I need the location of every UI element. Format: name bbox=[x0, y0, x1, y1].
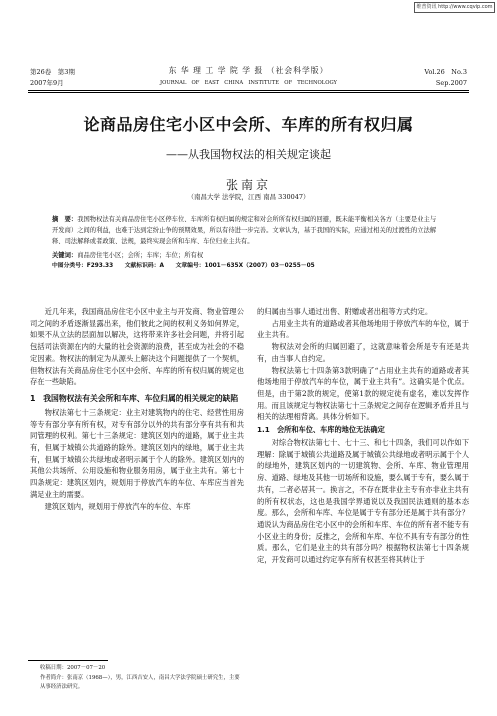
keywords-text: 商品房住宅小区；会所；车库；车位；所有权 bbox=[77, 251, 204, 259]
abstract-label: 摘 要： bbox=[52, 216, 78, 223]
section-1-heading bbox=[30, 392, 244, 405]
header-rule-thin bbox=[28, 92, 469, 93]
section-1-title: 我国物权法有关会所和车库、车位归属的相关规定的缺陷 bbox=[43, 393, 239, 403]
right-paragraph-4: 物权法第七十四条第3款明确了“占用业主共有的道路或者其他场地用于停放汽车的车位，属于业主共有”。这确实是个优点。但是，由于第2款的规定，使第1款的规定徒有虚名，难以发挥作用。而且该规定与物权法第七十三条规定之间存在逻辑矛盾并且与相关的法理相背离。具体分析如下。 bbox=[257, 365, 469, 422]
author-bio: 作者简介：张南京（1968—），男，江西吉安人，南昌大学法学院硕士研究生，主要从事经济法研究。 bbox=[40, 674, 240, 691]
volume-label-right: Vol.26 No.3 bbox=[424, 68, 467, 76]
received-date: 收稿日期：2007－07－20 bbox=[40, 665, 106, 671]
abstract-paragraph bbox=[52, 214, 442, 248]
abstract-text: 我国物权法有关商品房住宅小区停车位、车库所有权归属的规定和对会所所有权归属的回避，既未能平衡相关各方（主要是业主与开发商）之间的利益，也难于达到定纷止争的预期效果，所以有待进一步完善。文章认为，基于我国的实际，应通过相关的过渡性的立法解释、司法解释或者政策、法规，最终实现会所和车库、车位归业主共有。 bbox=[52, 216, 437, 246]
right-paragraph-5: 对综合物权法第七十、七十三、和七十四条，我们可以作如下理解：除属于城镇公共道路及属于城镇公共绿地或者明示属于个人的绿地外，建筑区划内的一切建筑物、会所、车库、物业管理用房、道路、绿地及其他一切场所和设施，要么属于专有，要么属于共有，二者必居其一。换言之，不存在既非业主专有亦非业主共有的所有权状态，这也是我国学界通说以及我国民法通则的基本态度。那么，会所和车库、车位是属于专有部分还是属于共有部分？通说认为商品房住宅小区中的会所和车库、车位的所有者不能专有小区业主的身份；反推之，会所和车库、车位不具有专有部分的性质。那么，它们是业主的共有部分吗？根据物权法第七十四条规定，开发商可以通过约定享有所有权甚至将其转让于 bbox=[257, 438, 469, 565]
keywords-label: 关键词： bbox=[52, 251, 78, 259]
paper-title: 论商品房住宅小区中会所、车库的所有权归属 bbox=[83, 115, 414, 134]
journal-title-en: JOURNAL OF EAST CHINA INSTITUTE OF TECHNOLOGY bbox=[160, 80, 337, 86]
paper-subtitle: ——从我国物权法的相关规定谈起 bbox=[166, 148, 331, 161]
right-paragraph-1: 的归属由当事人通过出售、附赠或者出租等方式约定。 bbox=[257, 307, 433, 316]
section-1-number: 1 bbox=[30, 393, 36, 403]
date-label-right: Sep.2007 bbox=[435, 79, 467, 87]
author-affiliation: （南昌大学 法学院，江西 南昌 330047） bbox=[187, 193, 310, 201]
footnote bbox=[40, 664, 245, 693]
abstract-block bbox=[52, 214, 442, 272]
volume-label-left: 第26卷 第3期 bbox=[30, 68, 75, 76]
watermark-label: 维普资讯 http://www.cqvip.com bbox=[414, 2, 495, 13]
journal-title-cn: 东 华 理 工 学 院 学 报 （社会科学版） bbox=[168, 66, 329, 75]
section-1-paragraph-2: 建筑区划内，规划用于停放汽车的车位、车库 bbox=[44, 501, 191, 511]
keywords-line bbox=[52, 250, 442, 261]
intro-paragraph: 近几年来，我国商品房住宅小区中业主与开发商、物业管理公司之间的矛盾逐渐显露出来，他们彼此之间的权利义务如何界定，如果不从立法的层面加以解决，这将带来许多社会问题，并将引起包括司法资源在内的大量的社会资源的浪费，甚至成为社会的不稳定因素。物权法的制定为从源头上解决这个问题提供了一个契机，但物权法有关商品房住宅小区中会所、车库的所有权归属的规定也存在一些缺陷。 bbox=[30, 307, 244, 387]
classification-line: 中图分类号：F293.33 文献标识码：A 文章编号：1001－635X（2007）03－0255－05 bbox=[52, 262, 315, 269]
footnote-rule bbox=[28, 660, 108, 661]
right-paragraph-3: 物权法对会所的归属回避了，这就意味着会所是专有还是共有，由当事人自约定。 bbox=[257, 342, 469, 363]
date-label-left: 2007年9月 bbox=[30, 79, 64, 87]
right-paragraph-2: 占用业主共有的道路或者其他场地用于停放汽车的车位，属于业主共有。 bbox=[257, 318, 469, 340]
section-1-1-number: 1.1 bbox=[257, 425, 270, 435]
right-column bbox=[257, 306, 469, 566]
section-1-paragraph: 物权法第七十三条规定：业主对建筑物内的住宅、经营性用房等专有部分享有所有权，对专有部分以外的共有部分享有共有和共同管理的权利。第七十三条规定：建筑区划内的道路，属于业主共有，但属于城镇公共道路的除外。建筑区划内的绿地，属于业主共有，但属于城镇公共绿地或者明示属于个人的除外。建筑区划内的其他公共场所、公用设施和物业服务用房，属于业主共有。第七十四条规定：建筑区划内，规划用于停放汽车的车位、车库应当首先满足业主的需要。 bbox=[30, 407, 244, 499]
header-rule bbox=[28, 90, 469, 91]
section-1-1-title: 会所和车位、车库的地位无法确定 bbox=[276, 425, 385, 435]
left-column bbox=[30, 306, 244, 512]
author-name: 张南京 bbox=[225, 178, 271, 192]
section-1-1-heading bbox=[257, 424, 469, 436]
